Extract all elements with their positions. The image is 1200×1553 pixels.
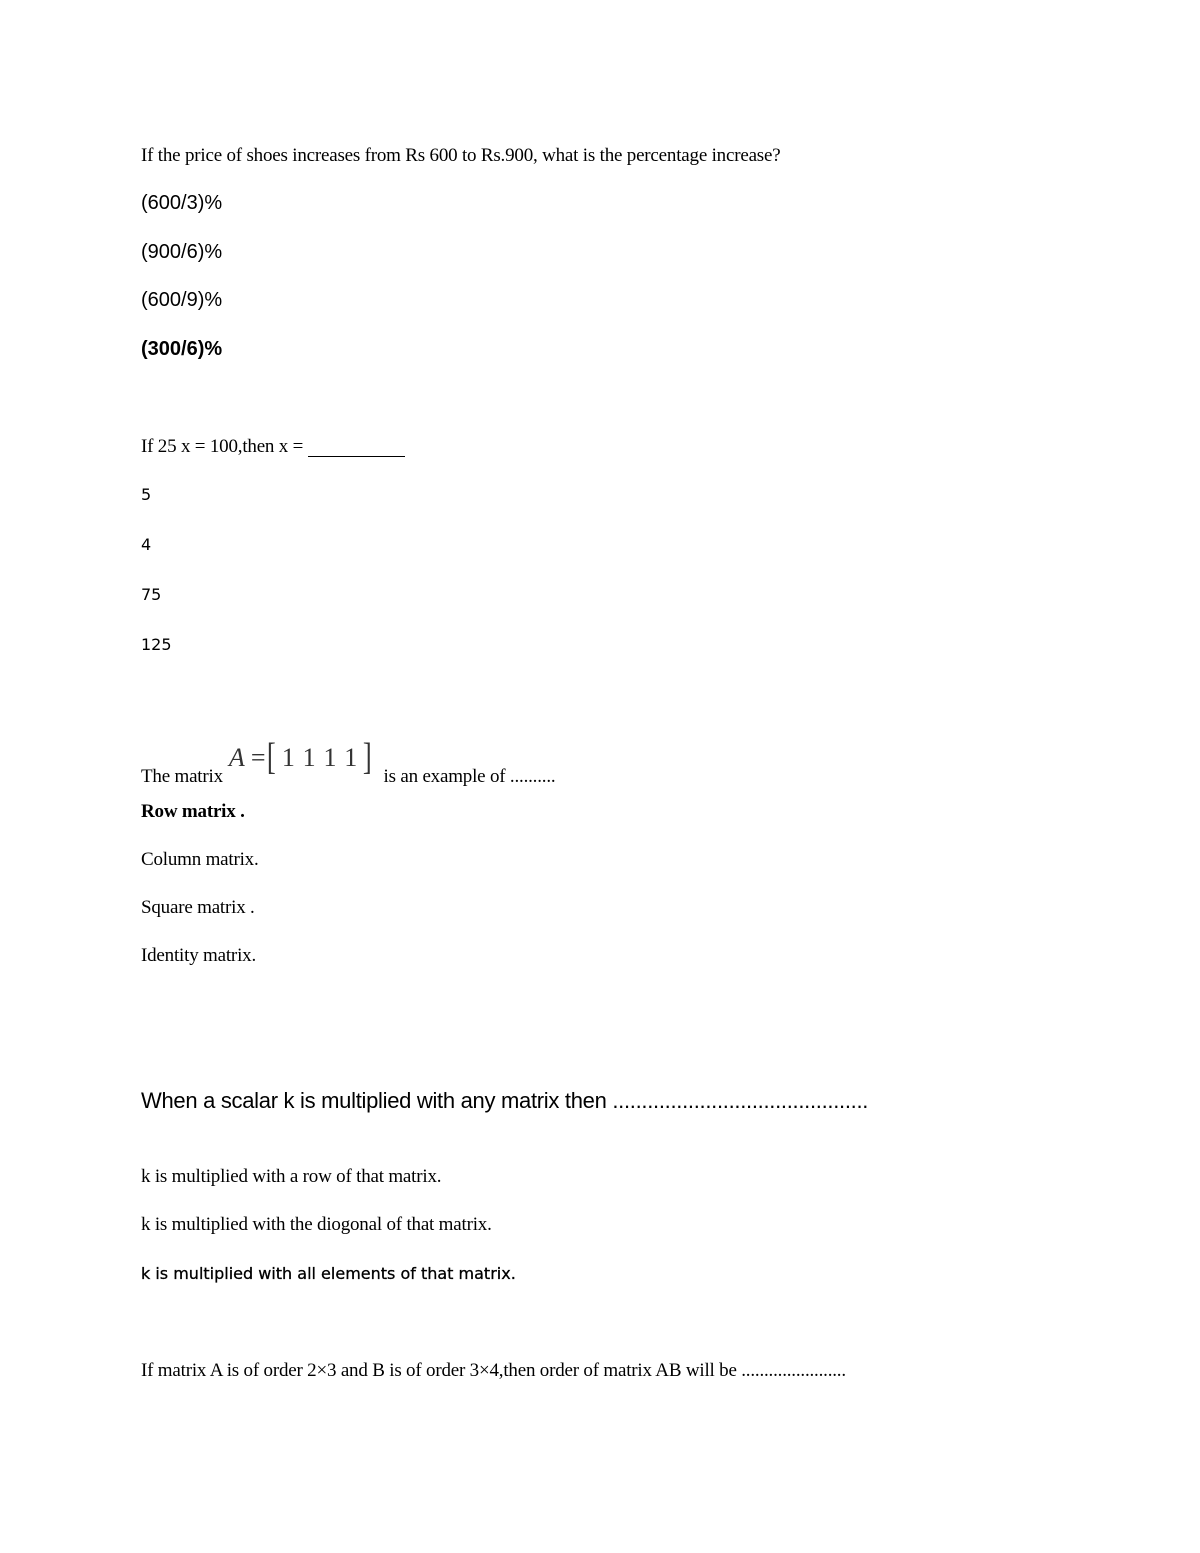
question-3-line (141, 736, 556, 792)
question-4-text: When a scalar k is multiplied with any matrix then ............................................ (141, 1088, 869, 1113)
question-2-line (141, 437, 405, 457)
matrix-element: 1 (281, 743, 295, 772)
matrix-element: 1 (302, 743, 316, 772)
question-3-option-d: Identity matrix. (141, 945, 256, 966)
question-3-text-after: is an example of .......... (383, 766, 556, 787)
question-1-option-d: (300/6)% (141, 338, 223, 360)
question-2-option-b: 4 (141, 535, 152, 554)
question-3-option-b: Column matrix. (141, 849, 259, 870)
question-1-option-c: (600/9)% (141, 289, 223, 311)
matrix-equation (229, 738, 374, 776)
matrix-equals: = (250, 743, 266, 772)
question-2-option-a: 5 (141, 485, 152, 504)
question-4-option-a: k is multiplied with a row of that matrix. (141, 1166, 442, 1187)
question-2-text: If 25 x = 100,then x = (141, 436, 308, 457)
matrix-variable: A (228, 743, 245, 772)
question-4-option-b: k is multiplied with the diogonal of that matrix. (141, 1214, 492, 1235)
matrix-close-bracket: ] (362, 736, 372, 778)
question-2-option-c: 75 (141, 585, 162, 604)
matrix-element: 1 (323, 743, 337, 772)
question-5-text: If matrix A is of order 2×3 and B is of order 3×4,then order of matrix AB will be ....................... (141, 1360, 846, 1381)
question-3-option-a: Row matrix . (141, 801, 245, 822)
answer-blank (308, 437, 405, 457)
question-3-option-c: Square matrix . (141, 897, 255, 918)
question-3-text-before: The matrix (141, 766, 223, 787)
question-1-option-a: (600/3)% (141, 192, 223, 214)
question-1-option-b: (900/6)% (141, 241, 223, 263)
matrix-open-bracket: [ (267, 736, 276, 778)
matrix-element: 1 (344, 743, 358, 772)
question-1-text: If the price of shoes increases from Rs 600 to Rs.900, what is the percentage increase? (141, 145, 781, 166)
question-4-option-c: k is multiplied with all elements of that matrix. (141, 1264, 516, 1283)
question-2-option-d: 125 (141, 635, 172, 654)
